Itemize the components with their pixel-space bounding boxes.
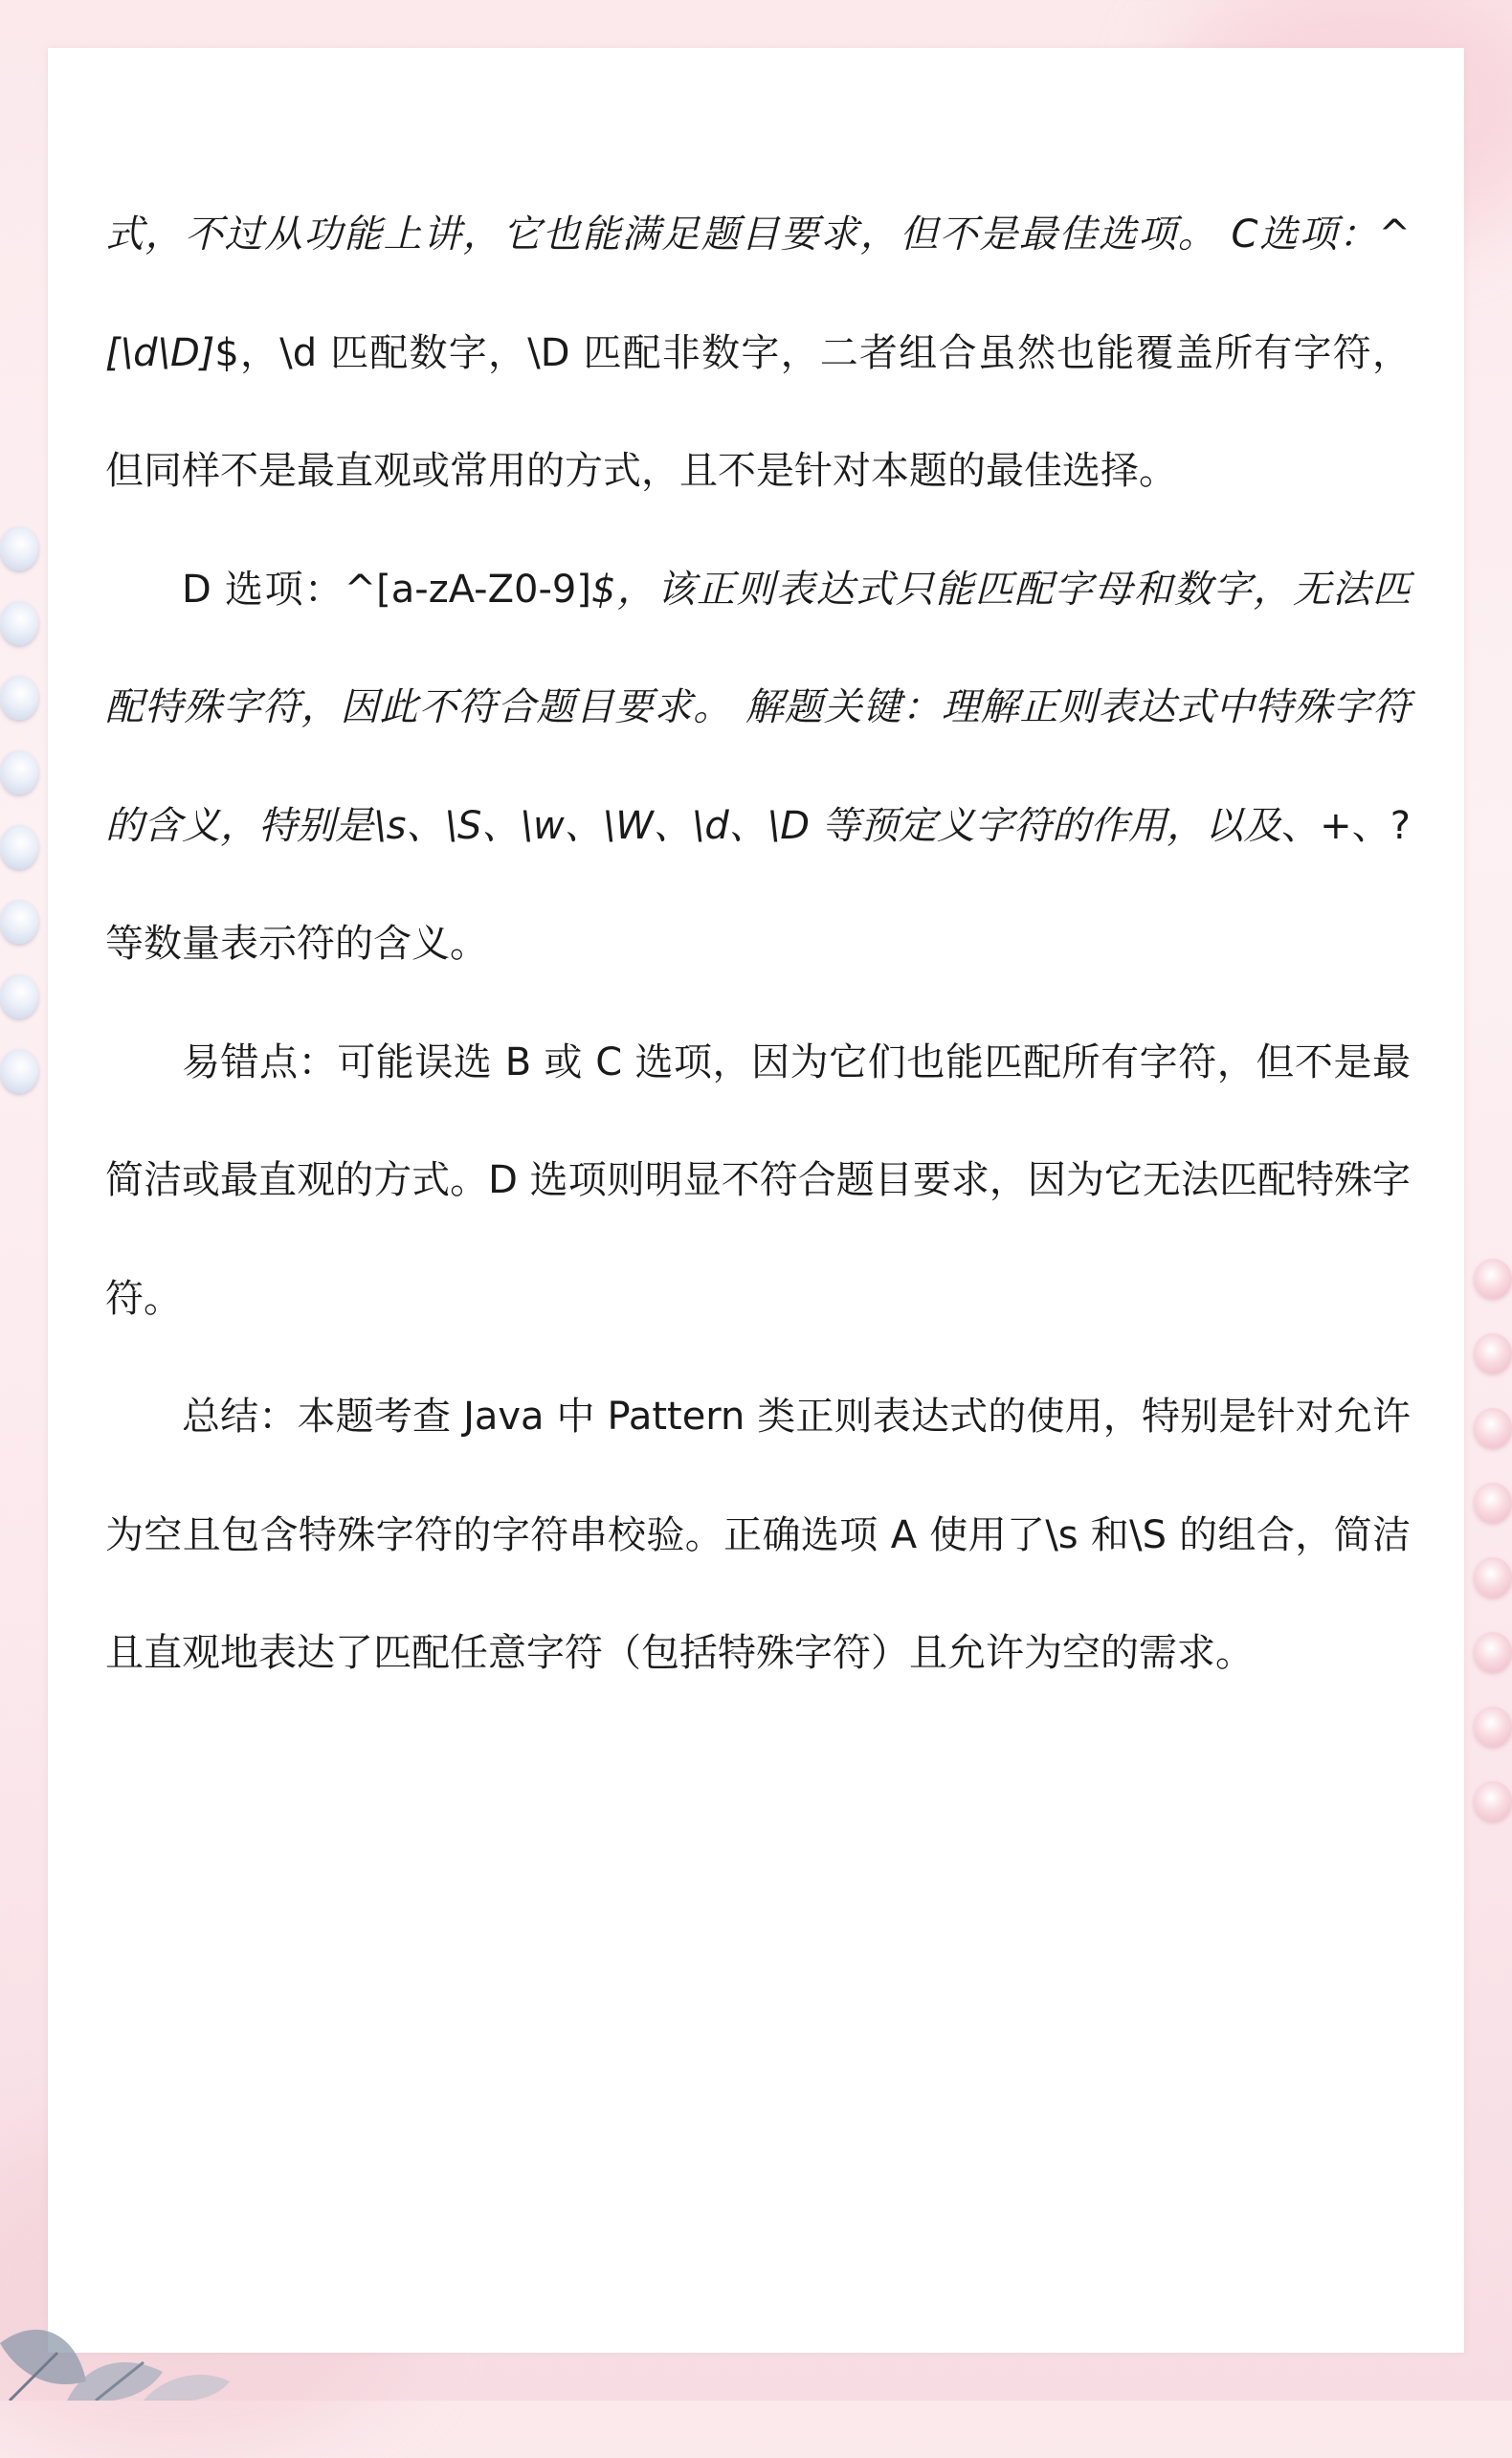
binder-ring bbox=[1474, 1408, 1512, 1448]
paragraph-option-d bbox=[105, 531, 1411, 1004]
right-binder-rings bbox=[1468, 1259, 1512, 1833]
paragraph-option-c bbox=[105, 176, 1411, 531]
binder-ring bbox=[1474, 1707, 1512, 1747]
binder-ring bbox=[0, 900, 38, 944]
binder-ring bbox=[0, 1049, 38, 1093]
binder-ring bbox=[0, 750, 38, 794]
binder-ring bbox=[0, 526, 38, 570]
binder-ring bbox=[1474, 1781, 1512, 1821]
paragraph-text: D 选项：^[a-zA-Z0-9] bbox=[182, 567, 591, 612]
paragraph-common-mistakes bbox=[105, 1004, 1411, 1359]
paragraph-summary bbox=[105, 1358, 1411, 1713]
note-card bbox=[48, 48, 1464, 2353]
document-body bbox=[105, 176, 1411, 1713]
binder-ring bbox=[0, 676, 38, 720]
binder-ring bbox=[1474, 1632, 1512, 1672]
binder-ring bbox=[0, 601, 38, 645]
paragraph-text: $，\d 匹配数字，\D 匹配非数字，二者组合虽然也能覆盖所有字符，但同样不是最直观或常用的方式，且不是针对本题的最佳选择。 bbox=[105, 330, 1411, 493]
paragraph-text-italic: 式，不过从功能上讲，它也能满足题目要求，但不是最佳选项。 C选项：^[\d\D] bbox=[105, 212, 1411, 375]
binder-ring bbox=[0, 825, 38, 869]
paragraph-text: 总结：本题考查 Java 中 Pattern 类正则表达式的使用，特别是针对允许为空且包含特殊字符的字符串校验。正确选项 A 使用了\s 和\S 的组合，简洁且直观地表达了匹配任意字符（包括特殊字符）且允许为空的需求。 bbox=[105, 1395, 1411, 1675]
binder-ring bbox=[1474, 1333, 1512, 1374]
binder-ring bbox=[1474, 1557, 1512, 1598]
paragraph-text: 、+、?等数量表示符的含义。 bbox=[105, 803, 1411, 966]
binder-ring bbox=[0, 974, 38, 1018]
leaf-decoration-icon bbox=[0, 2247, 364, 2401]
paragraph-text: 易错点：可能误选 B 或 C 选项，因为它们也能匹配所有字符，但不是最简洁或最直观的方式。D 选项则明显不符合题目要求，因为它无法匹配特殊字符。 bbox=[105, 1039, 1411, 1321]
left-binder-rings bbox=[0, 526, 44, 1101]
binder-ring bbox=[1474, 1483, 1512, 1523]
binder-ring bbox=[1474, 1259, 1512, 1299]
paragraph-text-italic: $，该正则表达式只能匹配字母和数字，无法匹配特殊字符，因此不符合题目要求。 解题关键：理解正则表达式中特殊字符的含义，特别是\s、\S、\w、\W、\d、\D 等预定义字符的作用，以及 bbox=[105, 567, 1411, 848]
